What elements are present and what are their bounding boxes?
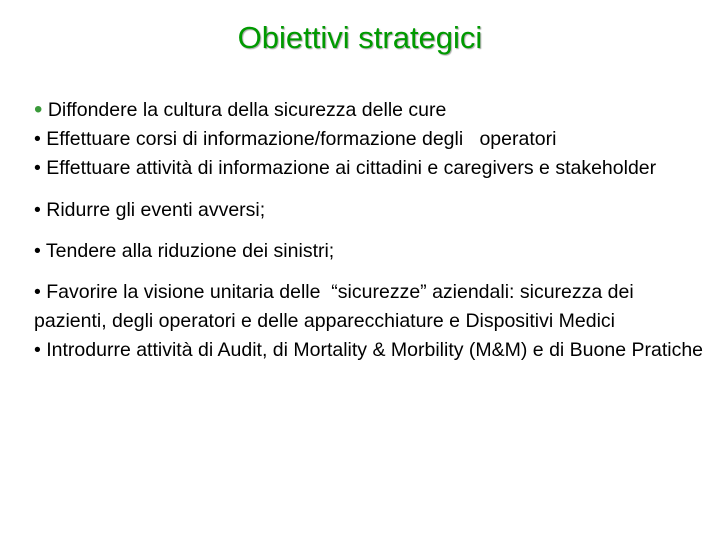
bullet-marker: •	[34, 157, 41, 179]
list-item	[34, 278, 704, 336]
bullet-marker: •	[34, 339, 41, 361]
list-item	[34, 154, 704, 183]
list-item-text: Tendere alla riduzione dei sinistri;	[45, 240, 335, 262]
bullet-marker: •	[34, 281, 41, 303]
list-item	[34, 237, 704, 266]
bullet-list	[34, 96, 704, 365]
list-item-text: Effettuare attività di informazione ai cittadini e caregivers e stakeholder	[46, 157, 657, 179]
bullet-marker: •	[34, 96, 43, 123]
list-item	[34, 336, 704, 365]
bullet-marker: •	[34, 199, 41, 221]
slide-title: Obiettivi strategici	[237, 20, 483, 55]
list-item-text: Favorire la visione unitaria delle “sicurezze” aziendali: sicurezza dei pazienti, degli operatori e delle apparecchiature e Dispositivi Medici	[34, 281, 640, 332]
list-item-text: Diffondere la cultura della sicurezza delle cure	[47, 99, 447, 121]
list-item-text: Effettuare corsi di informazione/formazione degli operatori	[46, 128, 557, 150]
list-item	[34, 125, 704, 154]
list-item	[34, 96, 704, 125]
list-item-text: Introdurre attività di Audit, di Mortality & Morbility (M&M) e di Buone Pratiche	[46, 339, 704, 361]
list-item-text: Ridurre gli eventi avversi;	[46, 199, 266, 221]
bullet-marker: •	[34, 128, 41, 150]
bullet-marker: •	[34, 240, 41, 262]
list-item	[34, 196, 704, 225]
